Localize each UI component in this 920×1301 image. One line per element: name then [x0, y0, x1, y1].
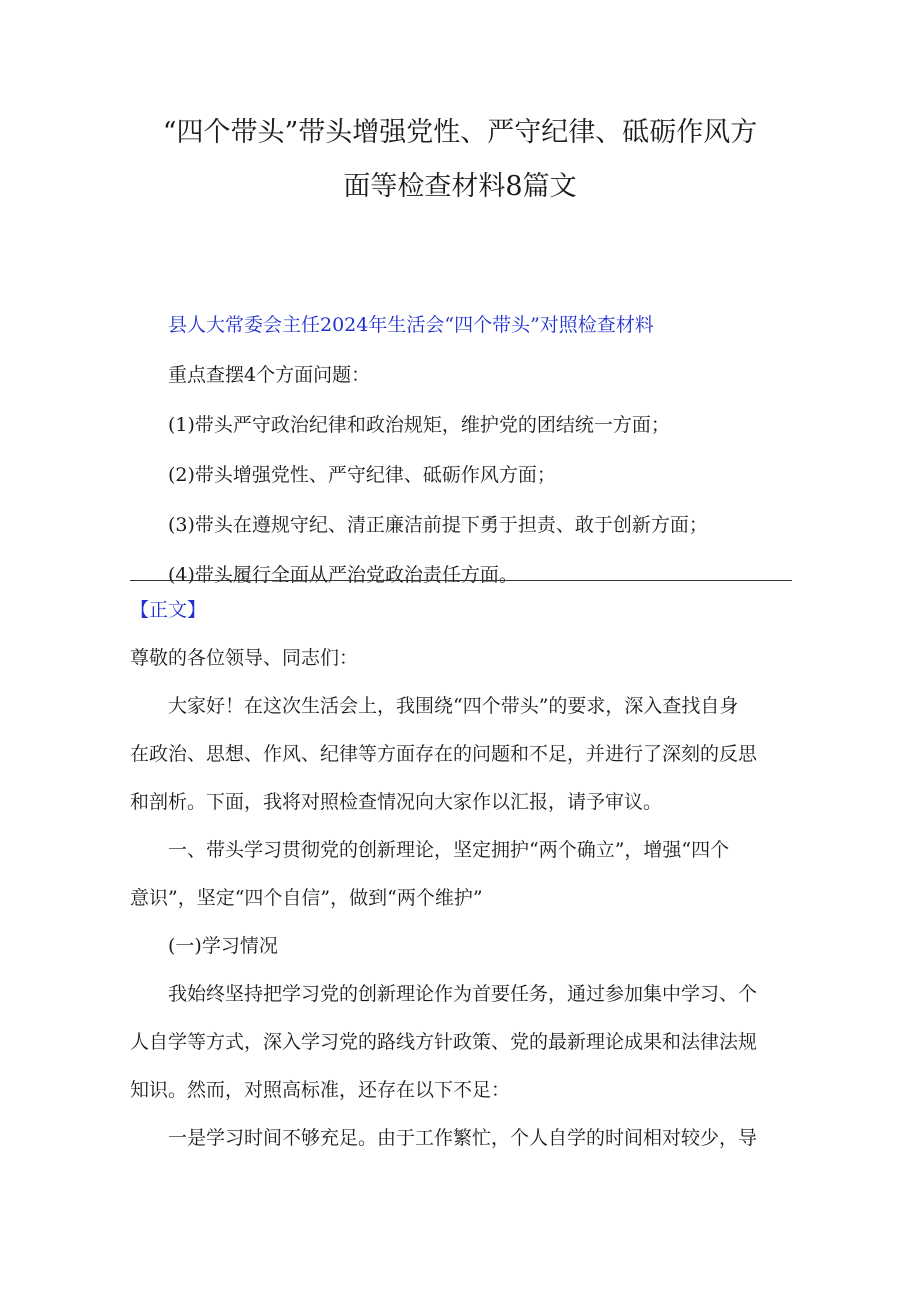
title-line-2: 面等检查材料8篇文: [343, 171, 577, 202]
section-heading-line: 意识”，坚定“四个自信”，做到“两个维护”: [130, 887, 483, 909]
paragraph-line: 大家好！在这次生活会上，我围绕“四个带头”的要求，深入查找自身: [168, 695, 739, 717]
section-divider: [130, 580, 792, 581]
toc-item-4: (4)带头履行全面从严治党政治责任方面。: [168, 564, 518, 586]
table-of-contents: [168, 300, 808, 600]
toc-item-1: (1)带头严守政治纪律和政治规矩，维护党的团结统一方面；: [168, 414, 670, 436]
paragraph-line: 和剖析。下面，我将对照检查情况向大家作以汇报，请予审议。: [130, 791, 663, 813]
title-line-1: “四个带头”带头增强党性、严守纪律、砥砺作风方: [162, 117, 758, 148]
toc-item-3: (3)带头在遵规守纪、清正廉洁前提下勇于担责、敢于创新方面；: [168, 514, 708, 536]
subsection-heading: (一)学习情况: [168, 935, 278, 957]
toc-intro: 重点查摆4个方面问题：: [168, 364, 371, 386]
paragraph-line: 一是学习时间不够充足。由于工作繁忙，个人自学的时间相对较少，导: [168, 1127, 758, 1149]
greeting: 尊敬的各位领导、同志们：: [130, 647, 359, 669]
toc-item-2: (2)带头增强党性、严守纪律、砥砺作风方面；: [168, 464, 556, 486]
body-label: 【正文】: [130, 599, 207, 621]
document-title: [100, 106, 820, 214]
section-heading-line: 一、带头学习贯彻党的创新理论，坚定拥护“两个确立”，增强“四个: [168, 839, 730, 861]
paragraph-line: 在政治、思想、作风、纪律等方面存在的问题和不足，并进行了深刻的反思: [130, 743, 758, 765]
document-body: [130, 586, 792, 1162]
toc-link[interactable]: 县人大常委会主任2024年生活会“四个带头”对照检查材料: [168, 314, 654, 336]
paragraph-line: 知识。然而，对照高标准，还存在以下不足：: [130, 1079, 511, 1101]
paragraph-line: 我始终坚持把学习党的创新理论作为首要任务，通过参加集中学习、个: [168, 983, 758, 1005]
paragraph-line: 人自学等方式，深入学习党的路线方针政策、党的最新理论成果和法律法规: [130, 1031, 758, 1053]
